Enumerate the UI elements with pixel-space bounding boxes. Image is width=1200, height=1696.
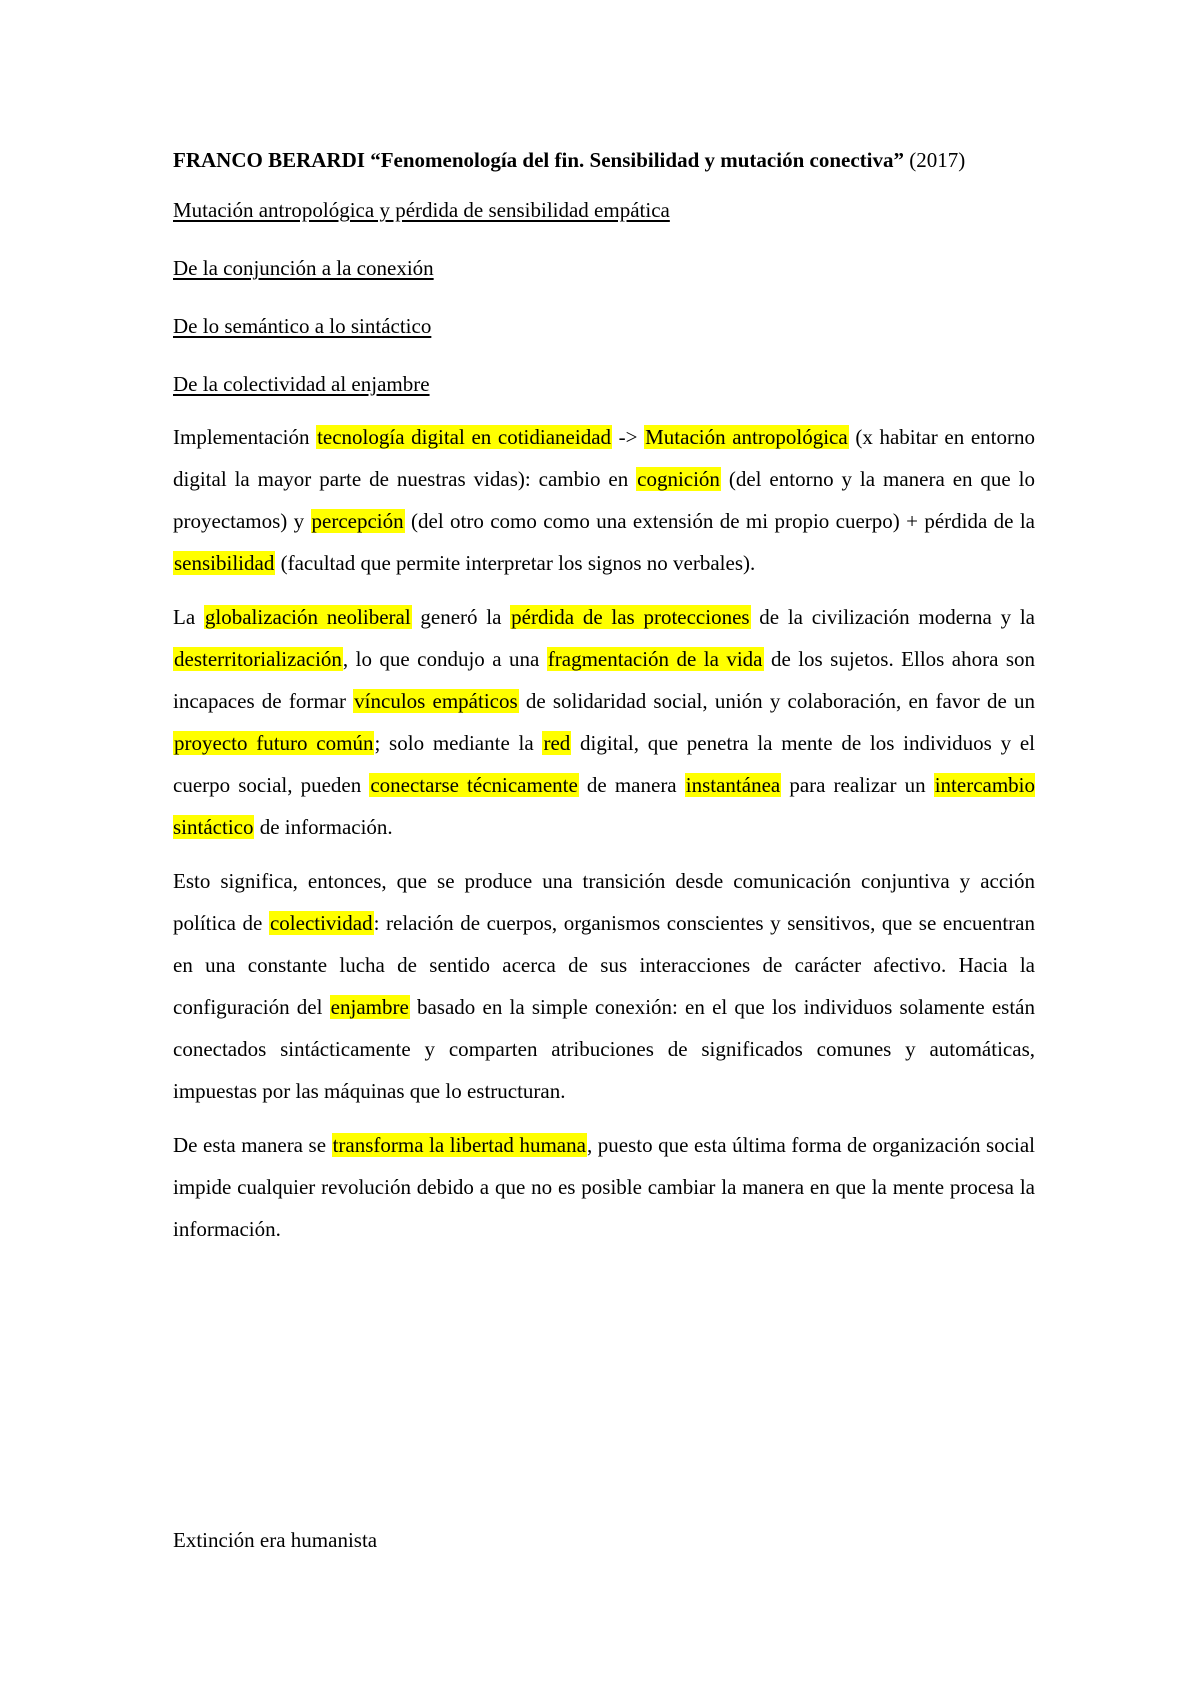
paragraph-text: , lo que condujo a una [342, 647, 547, 671]
paragraph-text: digital, que penetra la mente de los individuos y el cuerpo social, pueden [173, 731, 1035, 797]
paragraph-text: -> [612, 425, 645, 449]
heading-colectividad: De la colectividad al enjambre [173, 372, 430, 396]
paragraph-text: de manera [578, 773, 685, 797]
paragraph [173, 596, 1035, 848]
paragraph-text: de los sujetos. Ellos ahora son incapaces de formar [173, 647, 1036, 713]
paragraph-text: La [173, 605, 204, 629]
highlighted-text: globalización neoliberal [204, 605, 411, 629]
highlighted-text: desterritorialización [174, 647, 342, 671]
paragraph [173, 860, 1035, 1112]
paragraph-text: : relación de cuerpos, organismos conscientes y sensitivos, que se encuentran en una constante lucha de sentido acerca de sus interacciones de carácter afectivo. Hacia la configuración del [173, 911, 1035, 1019]
document-title [173, 140, 1035, 180]
highlighted-text: instantánea [685, 773, 781, 797]
paragraph-text: basado en la simple conexión: en el que los individuos solamente están conectados sintácticamente y comparten atribuciones de significados comunes y automáticas, impuestas por las máquinas que lo estructuran. [173, 995, 1035, 1103]
paragraph-text: , puesto que esta última forma de organización social impide cualquier revolución debido a que no es posible cambiar la manera en que la mente procesa la información. [173, 1133, 1036, 1241]
highlighted-text: enjambre [330, 995, 409, 1019]
title-year: (2017) [909, 148, 966, 172]
paragraph [173, 1124, 1035, 1250]
highlighted-text: fragmentación de la vida [547, 647, 763, 671]
highlighted-text: intercambio sintáctico [173, 773, 1036, 839]
paragraph-text: (x habitar en entorno digital la mayor parte de nuestras vidas): cambio en [173, 425, 1035, 491]
paragraph [173, 416, 1035, 584]
highlighted-text: percepción [311, 509, 404, 533]
heading-conjuncion: De la conjunción a la conexión [173, 256, 434, 280]
paragraph-text: (del entorno y la manera en que lo proyectamos) y [173, 467, 1036, 533]
heading-semantico: De lo semántico a lo sintáctico [173, 314, 432, 338]
document-body [173, 140, 1035, 1250]
highlighted-text: proyecto futuro común [174, 731, 374, 755]
paragraph-text: ; solo mediante la [374, 731, 543, 755]
title-author: FRANCO BERARDI [173, 148, 365, 172]
heading-mutacion: Mutación antropológica y pérdida de sensibilidad empática [173, 198, 670, 222]
paragraph-text: De esta manera se [173, 1133, 332, 1157]
highlighted-text: colectividad [269, 911, 373, 935]
paragraph-text: de información. [254, 815, 393, 839]
paragraph-text: generó la [411, 605, 511, 629]
highlighted-text: conectarse técnicamente [370, 773, 578, 797]
highlighted-text: cognición [637, 467, 720, 491]
paragraph-text: de la civilización moderna y la [750, 605, 1035, 629]
paragraph-text: para realizar un [781, 773, 934, 797]
highlighted-text: Mutación antropológica [645, 425, 848, 449]
highlighted-text: red [543, 731, 571, 755]
highlighted-text: pérdida de las protecciones [511, 605, 750, 629]
paragraph-text: Esto significa, entonces, que se produce una transición desde comunicación conjuntiva y acción política de [173, 869, 1035, 935]
highlighted-text: tecnología digital en cotidianeidad [317, 425, 612, 449]
highlighted-text: vínculos empáticos [354, 689, 518, 713]
title-work: “Fenomenología del fin. Sensibilidad y mutación conectiva” [370, 148, 904, 172]
highlighted-text: sensibilidad [174, 551, 275, 575]
paragraph-text: Implementación [173, 425, 317, 449]
section-heading: Extinción era humanista [173, 1528, 378, 1552]
paragraph-text: de solidaridad social, unión y colaboración, en favor de un [518, 689, 1035, 713]
paragraph-text: (del otro como como una extensión de mi propio cuerpo) + pérdida de la [404, 509, 1035, 533]
paragraph-text: (facultad que permite interpretar los signos no verbales). [275, 551, 756, 575]
highlighted-text: transforma la libertad humana [332, 1133, 586, 1157]
